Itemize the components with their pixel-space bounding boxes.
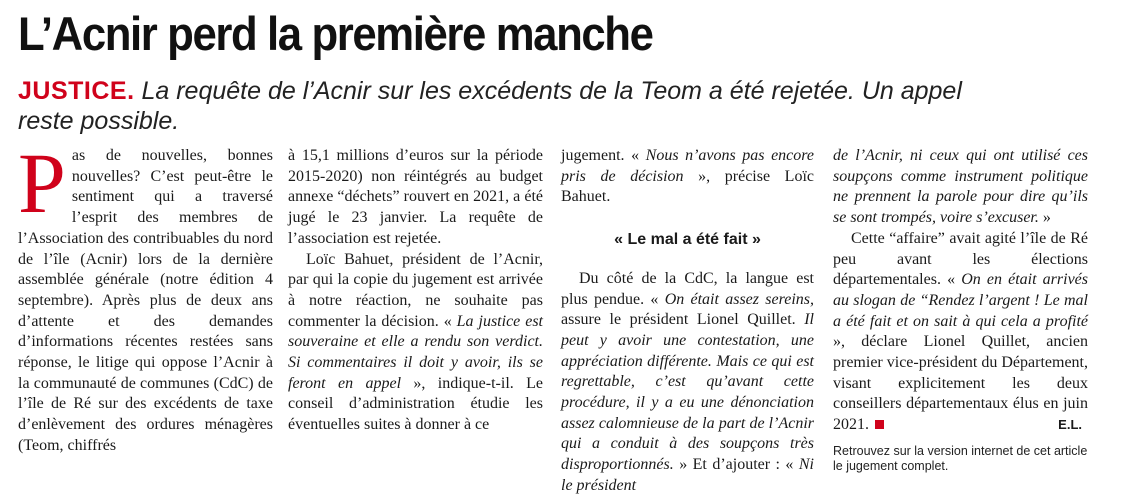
paragraph [833,229,1088,436]
headline: L’Acnir perd la première manche [18,7,653,60]
quote: Il peut y avoir une contestation, une appréciation différente. Mais ce qui est regrettable, c’est qu’avant cette procédure, il y a eu une dénonciation assez calomnieuse de la part de l’Acnir qui a conduit à des soupçons très disproportionnés. [561,311,814,474]
article-column-4 [833,146,1088,474]
article-column-2 [288,146,543,436]
quote: On était assez sereins, [664,290,815,308]
paragraph [288,250,543,436]
byline: E.L. [1058,417,1082,433]
deck-text: La requête de l’Acnir sur les excédents de la Teom a été rejetée. Un appel reste possible. [18,77,962,135]
paragraph [561,146,814,208]
quote: de l’Acnir, ni ceux qui ont utilisé ces soupçons comme instrument politique ne prennent la parole pour dire qu’ils se sont trompés, voire s’excuser. [833,147,1088,227]
text-run: Cette “affaire” avait agité l’île de Ré peu avant les élections départementales. « [833,229,1088,289]
end-mark-icon [875,420,884,429]
kicker-label: JUSTICE. [18,77,135,105]
paragraph: à 15,1 millions d’euros sur la période 2015-2020) non réintégrés au budget annexe “déchets” rouvert en 2021, a été jugé le 23 janvier. La requête de l’association est rejetée. [288,147,543,247]
text-run: assure le président Lionel Quillet. [561,311,805,329]
paragraph [833,146,1088,229]
text-run: Loïc Bahuet, président de l’Acnir, par qui la copie du jugement est arrivée à notre réaction, ne souhaite pas commenter la décision. « [288,250,543,330]
quote: Ni le président [561,456,814,494]
text-run: jugement. « [561,147,646,164]
text-run: » [1038,209,1051,227]
text-run: » Et d’ajouter : « [673,456,799,474]
text-run: », déclare Lionel Quillet, ancien premier vice-président du Département, visant explicitement les deux conseillers départementaux élus en juin 2021. [833,333,1088,434]
text-run: Du côté de la CdC, la langue est plus pendue. « [561,269,814,308]
quote: On en était arrivés au slogan de “Rendez l’argent ! Le mal a été fait et on sait à qui cela a profité [833,271,1088,330]
deck [18,76,1018,136]
text-run: », indique-t-il. Le conseil d’administration étudie les éventuelles suites à donner à ce [288,374,544,434]
drop-cap: P [18,135,66,231]
article-column-1 [18,135,273,457]
quote: La justice est souveraine et elle a rendu son verdict. Si commentaires il doit y avoir, ils se feront en appel [288,312,543,392]
subheading: « Le mal a été fait » [614,231,761,249]
paragraph [561,269,814,497]
footnote: Retrouvez sur la version internet de cet article le jugement complet. [833,443,1088,473]
paragraph-text: as de nouvelles, bonnes nouvelles? C’est peut-être le sentiment qui a traversé l’esprit des membres de l’Association des contribuables du nord de l’île (Acnir) lors de la dernière assemblée générale (notre édition 4 septembre). Après plus de deux ans d’attente et des demandes d’informations récentes restées sans réponse, le litige qui oppose l’Acnir à la communauté de communes (CdC) de l’île de Ré sur des excédents de taxe d’enlèvement des ordures ménagères (Teom, chiffrés [18,147,273,454]
article-column-3 [561,146,814,497]
paragraph [18,135,273,457]
text-run: », précise Loïc Bahuet. [561,167,814,206]
quote: Nous n’avons pas encore pris de décision [561,147,814,185]
